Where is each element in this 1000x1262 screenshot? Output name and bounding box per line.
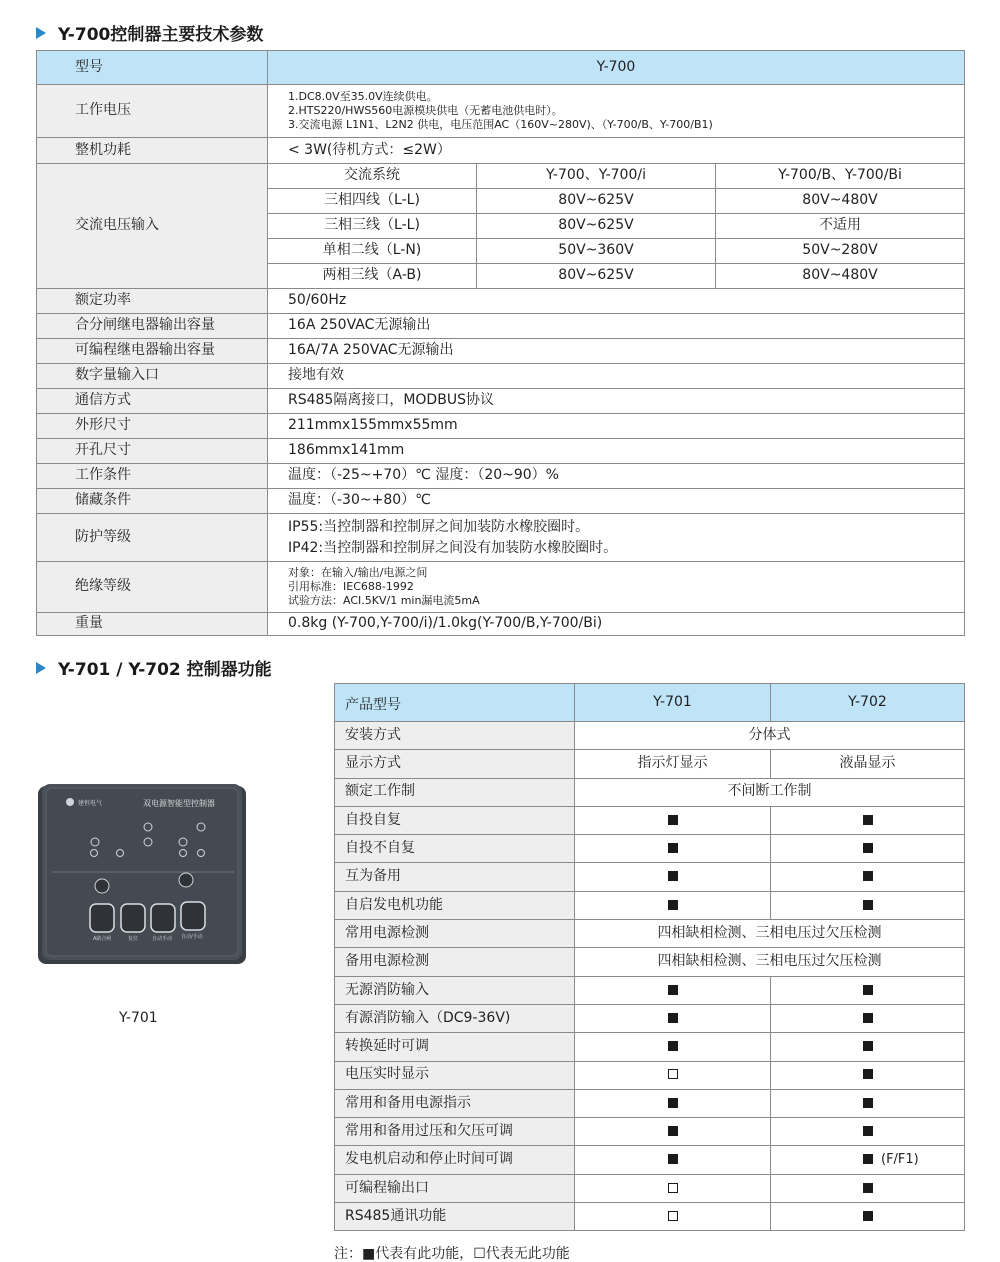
duty-value: 不间断工作制: [575, 778, 965, 806]
voltage-line: 3.交流电源 L1N1、L2N2 供电，电压范围AC（160V~280V)、（Y-700/B、Y-700/B1): [288, 118, 713, 132]
device-button-label: 自动手动: [152, 936, 173, 942]
supported-square-icon: [863, 1041, 873, 1051]
spec-label: 合分闸继电器输出容量: [37, 314, 268, 339]
protect-value: [268, 514, 965, 562]
y702-support-cell: [771, 835, 965, 863]
supported-square-icon: [863, 900, 873, 910]
y702-support-cell: [771, 1033, 965, 1061]
device-button-label: A路合闸: [93, 936, 112, 942]
y702-support-cell: [771, 976, 965, 1004]
voltage-label: 工作电压: [37, 85, 268, 138]
function-row: [335, 976, 965, 1004]
voltage-line: 2.HTS220/HWS560电源模块供电（无蓄电池供电时）。: [288, 103, 563, 117]
section-title-y701: [36, 655, 272, 680]
y702-support-cell: [771, 806, 965, 834]
function-label: 常用和备用过压和欠压可调: [335, 1118, 575, 1146]
y701-support-cell: [575, 1174, 771, 1202]
voltage-value: [268, 85, 965, 138]
function-table-y701-y702: [334, 683, 965, 1231]
unsupported-square-icon: [668, 1211, 678, 1221]
product-model-label: 产品型号: [335, 684, 575, 722]
device-brand: 建恒电气: [78, 800, 103, 807]
power-value: < 3W(待机方式：≤2W）: [268, 138, 965, 164]
section-title-text: Y-701 / Y-702 控制器功能: [58, 660, 272, 680]
device-button-label: 自动/手动: [181, 934, 203, 940]
ac-cell: 三相三线（L-L): [268, 214, 477, 239]
supported-square-icon: [863, 871, 873, 881]
insul-line: 引用标准：IEC688-1992: [288, 579, 414, 593]
ac-cell: 80V~625V: [477, 264, 716, 289]
model-y702: Y-702: [771, 684, 965, 722]
function-detection-value: 四相缺相检测、三相电压过欠压检测: [575, 948, 965, 976]
power-label: 整机功耗: [37, 138, 268, 164]
spec-value: 16A 250VAC无源输出: [268, 314, 965, 339]
ac-cell: 不适用: [716, 214, 965, 239]
function-label: 常用电源检测: [335, 920, 575, 948]
y702-support-cell: [771, 1146, 965, 1174]
ac-input-label: 交流电压输入: [37, 164, 268, 289]
supported-square-icon: [668, 1154, 678, 1164]
legend-note: 注：■代表有此功能，☐代表无此功能: [334, 1246, 570, 1262]
function-row: [335, 1033, 965, 1061]
section-title-text: Y-700控制器主要技术参数: [58, 25, 264, 45]
y702-support-cell: [771, 1004, 965, 1032]
function-row: [335, 1118, 965, 1146]
supported-square-icon: [863, 1183, 873, 1193]
spec-value: 16A/7A 250VAC无源输出: [268, 339, 965, 364]
function-row: [335, 1089, 965, 1117]
function-row: [335, 835, 965, 863]
model-label: 型号: [37, 51, 268, 85]
device-button-label: 复位: [128, 936, 139, 942]
supported-square-icon: [863, 1154, 873, 1164]
ac-cell: 50V~360V: [477, 239, 716, 264]
y701-support-cell: [575, 1061, 771, 1089]
supported-square-icon: [668, 985, 678, 995]
function-detection-value: 四相缺相检测、三相电压过欠压检测: [575, 920, 965, 948]
adjust-knob-icon: [95, 879, 109, 893]
supported-square-icon: [863, 985, 873, 995]
device-panel-title: 双电源智能型控制器: [143, 799, 215, 808]
function-label: 常用和备用电源指示: [335, 1089, 575, 1117]
y702-support-cell: [771, 1061, 965, 1089]
supported-square-icon: [668, 1126, 678, 1136]
display-label: 显示方式: [335, 750, 575, 778]
unsupported-square-icon: [668, 1183, 678, 1193]
section-title-y700: [36, 20, 263, 45]
device-button: [90, 904, 114, 932]
function-label: 自投不自复: [335, 835, 575, 863]
y701-support-cell: [575, 976, 771, 1004]
supported-square-icon: [863, 1098, 873, 1108]
supported-square-icon: [668, 871, 678, 881]
adjust-knob-icon: [179, 873, 193, 887]
unsupported-square-icon: [668, 1069, 678, 1079]
insul-line: 试验方法：ACI.5KV/1 min漏电流5mA: [288, 594, 480, 608]
spec-label: 额定功率: [37, 289, 268, 314]
y702-support-cell: [771, 1089, 965, 1117]
function-label: 无源消防输入: [335, 976, 575, 1004]
spec-label: 通信方式: [37, 389, 268, 414]
insul-line: 对象：在输入/输出/电源之间: [288, 565, 428, 579]
model-value: Y-700: [268, 51, 965, 85]
y701-support-cell: [575, 1203, 771, 1231]
y701-support-cell: [575, 863, 771, 891]
spec-value: 50/60Hz: [268, 289, 965, 314]
function-row: [335, 1004, 965, 1032]
function-label: 发电机启动和停止时间可调: [335, 1146, 575, 1174]
protect-line: IP55:当控制器和控制屏之间加装防水橡胶圈时。: [288, 519, 590, 536]
supported-square-icon: [668, 1098, 678, 1108]
function-row: [335, 1146, 965, 1174]
device-button: [121, 904, 145, 932]
spec-value: 温度：（-30~+80）℃: [268, 489, 965, 514]
supported-square-icon: [668, 900, 678, 910]
y701-support-cell: [575, 1089, 771, 1117]
ac-header: Y-700、Y-700/i: [477, 164, 716, 189]
function-label: 可编程输出口: [335, 1174, 575, 1202]
supported-square-icon: [863, 843, 873, 853]
y702-support-cell: [771, 863, 965, 891]
y702-support-cell: [771, 1203, 965, 1231]
display-y701: 指示灯显示: [575, 750, 771, 778]
ac-cell: 80V~625V: [477, 214, 716, 239]
supported-square-icon: [668, 815, 678, 825]
supported-square-icon: [863, 1013, 873, 1023]
model-y701: Y-701: [575, 684, 771, 722]
y701-support-cell: [575, 891, 771, 919]
controller-device-image: [38, 780, 246, 968]
spec-table-y700: [36, 50, 965, 636]
function-row: [335, 1061, 965, 1089]
spec-label: 数字量输入口: [37, 364, 268, 389]
insul-label: 绝缘等级: [37, 562, 268, 613]
spec-value: RS485隔离接口，MODBUS协议: [268, 389, 965, 414]
spec-label: 可编程继电器输出容量: [37, 339, 268, 364]
ac-cell: 80V~480V: [716, 264, 965, 289]
ac-cell: 三相四线（L-L): [268, 189, 477, 214]
ac-header: Y-700/B、Y-700/Bi: [716, 164, 965, 189]
protect-label: 防护等级: [37, 514, 268, 562]
spec-label: 开孔尺寸: [37, 439, 268, 464]
supported-square-icon: [863, 1211, 873, 1221]
feature-note: (F/F1): [881, 1152, 919, 1168]
brand-logo-icon: [66, 798, 74, 806]
insul-value: [268, 562, 965, 613]
function-label: 转换延时可调: [335, 1033, 575, 1061]
function-row: [335, 948, 965, 976]
function-row: [335, 920, 965, 948]
protect-line: IP42:当控制器和控制屏之间没有加装防水橡胶圈时。: [288, 539, 618, 556]
supported-square-icon: [863, 815, 873, 825]
weight-label: 重量: [37, 613, 268, 636]
ac-cell: 两相三线（A-B): [268, 264, 477, 289]
spec-value: 186mmx141mm: [268, 439, 965, 464]
function-row: [335, 806, 965, 834]
function-label: 自投自复: [335, 806, 575, 834]
y702-support-cell: [771, 1174, 965, 1202]
install-label: 安装方式: [335, 722, 575, 750]
spec-value: 接地有效: [268, 364, 965, 389]
function-label: 电压实时显示: [335, 1061, 575, 1089]
y702-support-cell: [771, 891, 965, 919]
supported-square-icon: [863, 1126, 873, 1136]
y701-support-cell: [575, 1146, 771, 1174]
triangle-bullet-icon: [36, 27, 46, 39]
function-label: 备用电源检测: [335, 948, 575, 976]
ac-cell: 50V~280V: [716, 239, 965, 264]
spec-label: 外形尺寸: [37, 414, 268, 439]
spec-value: 温度：（-25~+70）℃ 湿度：（20~90）%: [268, 464, 965, 489]
supported-square-icon: [863, 1069, 873, 1079]
y701-support-cell: [575, 1033, 771, 1061]
device-caption: Y-701: [119, 1010, 158, 1026]
spec-value: 211mmx155mmx55mm: [268, 414, 965, 439]
function-row: [335, 1203, 965, 1231]
ac-cell: 80V~625V: [477, 189, 716, 214]
display-y702: 液晶显示: [771, 750, 965, 778]
device-button: [151, 904, 175, 932]
ac-cell: 80V~480V: [716, 189, 965, 214]
weight-value: 0.8kg (Y-700,Y-700/i)/1.0kg(Y-700/B,Y-700/Bi): [268, 613, 965, 636]
install-value: 分体式: [575, 722, 965, 750]
duty-label: 额定工作制: [335, 778, 575, 806]
function-label: RS485通讯功能: [335, 1203, 575, 1231]
spec-label: 储藏条件: [37, 489, 268, 514]
supported-square-icon: [668, 843, 678, 853]
y701-support-cell: [575, 806, 771, 834]
function-row: [335, 863, 965, 891]
device-button: [181, 902, 205, 930]
y701-support-cell: [575, 1118, 771, 1146]
supported-square-icon: [668, 1013, 678, 1023]
function-label: 有源消防输入（DC9-36V): [335, 1004, 575, 1032]
y701-support-cell: [575, 1004, 771, 1032]
spec-label: 工作条件: [37, 464, 268, 489]
voltage-line: 1.DC8.0V至35.0V连续供电。: [288, 89, 438, 103]
triangle-bullet-icon: [36, 662, 46, 674]
supported-square-icon: [668, 1041, 678, 1051]
function-row: [335, 1174, 965, 1202]
y702-support-cell: [771, 1118, 965, 1146]
ac-header: 交流系统: [268, 164, 477, 189]
y701-support-cell: [575, 835, 771, 863]
function-label: 自启发电机功能: [335, 891, 575, 919]
ac-cell: 单相二线（L-N): [268, 239, 477, 264]
function-row: [335, 891, 965, 919]
function-label: 互为备用: [335, 863, 575, 891]
